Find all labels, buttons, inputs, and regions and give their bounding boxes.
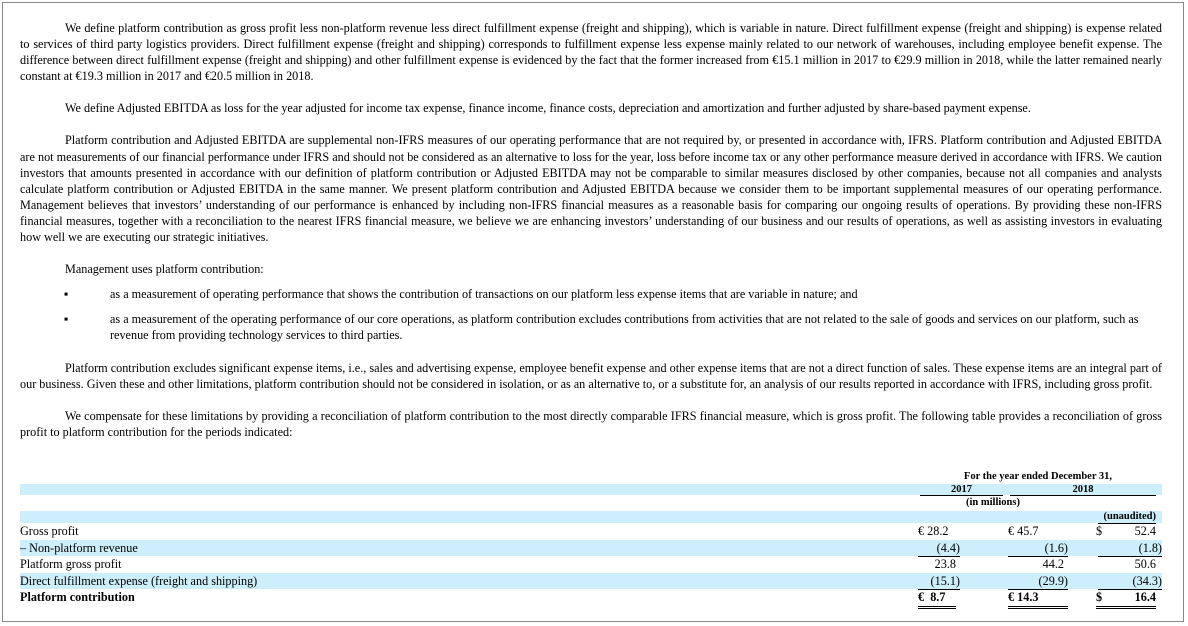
paragraph-platform-contribution-definition: We define platform contribution as gross profit less non-platform revenue less direct fulfillment expense (freight and shipping), which is variable in nature. Direct fulfillment expense (freight and shipping) is expense related to services of third party logistics providers. Direct fulfillment expense (freight and shipping) corresponds to fulfillment expense less expense mainly related to our network of warehouses, including employee benefit expense. The difference between direct fulfillment expense (freight and shipping) and other fulfillment expense is evidenced by the fact that the former increased from €15.1 million in 2017 to €29.9 million in 2018, while the latter remained nearly constant at €19.3 million in 2017 and €20.5 million in 2018. — [20, 21, 1162, 84]
bullet-item-2 — [20, 311, 1162, 343]
paragraph-adjusted-ebitda-definition: We define Adjusted EBITDA as loss for the year adjusted for income tax expense, finance income, finance costs, depreciation and amortization and further adjusted by share-based payment expense. — [65, 101, 1031, 116]
table-row — [20, 573, 1162, 590]
table-row — [20, 556, 1162, 573]
cell-2017: (4.4) — [918, 540, 960, 558]
cell-2018-eur: (29.9) — [1008, 573, 1068, 591]
cell-2018-eur: € 14.3 — [1008, 589, 1068, 609]
cell-2018-usd: 50.6 — [1134, 557, 1156, 571]
table-header-unaudited-row — [20, 511, 1162, 523]
table-row-total — [20, 589, 1162, 606]
bullet-item-1 — [20, 286, 1162, 302]
table-row — [20, 540, 1162, 557]
bullet-text: as a measurement of the operating performance of our core operations, as platform contribution excludes contributions from activities that are not related to the sale of goods and services on our platform, such as revenue from providing technology services to third parties. — [110, 312, 1139, 343]
cell-2018-eur: 44.2 — [1042, 557, 1064, 571]
paragraph-limitations: Platform contribution excludes significant expense items, i.e., sales and advertising expense, employee benefit expense and other expense items that are not a direct function of sales. These expense items are an integral part of our business. Given these and other limitations, platform contribution should not be considered in isolation, or as an alternative to, or a substitute for, an analysis of our results reported in accordance with IFRS, including gross profit. — [20, 360, 1162, 391]
cell-2017: 23.8 — [934, 557, 956, 571]
header-unaudited: (unaudited) — [1098, 511, 1156, 524]
cell-2017: € 28.2 — [918, 524, 949, 538]
cell-2018-usd-currency: $ — [1096, 524, 1103, 538]
cell-2018-usd: (1.8) — [1098, 540, 1162, 558]
cell-2018-usd: (34.3) — [1098, 573, 1162, 591]
header-unit: (in millions) — [966, 497, 1020, 508]
table-header-unit-row — [20, 495, 1162, 511]
bullet-icon: ▪ — [64, 312, 69, 327]
cell-2017: € 8.7 — [918, 589, 956, 609]
cell-2018-eur: (1.6) — [1008, 540, 1068, 558]
cell-2018-usd-currency: $ — [1096, 589, 1106, 609]
bullet-icon: ▪ — [64, 287, 69, 302]
cell-2018-usd: 52.4 — [1134, 524, 1156, 538]
paragraph-reconciliation-intro: We compensate for these limitations by providing a reconciliation of platform contribution to the most directly comparable IFRS financial measure, which is gross profit. The following table provides a reconciliation of gross profit to platform contribution for the periods indicated: — [20, 408, 1162, 439]
bullet-text: as a measurement of operating performance that shows the contribution of transactions on our platform less expense items that are variable in nature; and — [110, 287, 858, 302]
cell-2018-usd: 16.4 — [1106, 589, 1156, 609]
paragraph-management-uses: Management uses platform contribution: — [65, 262, 264, 277]
cell-2017: (15.1) — [918, 573, 960, 591]
header-year-2017: 2017 — [920, 484, 1003, 496]
row-label: – Non-platform revenue — [20, 540, 138, 555]
row-label: Platform contribution — [20, 590, 135, 604]
table-row — [20, 523, 1162, 540]
table-header-years-row — [20, 484, 1162, 495]
reconciliation-table — [20, 470, 1162, 606]
row-label: Platform gross profit — [20, 557, 122, 571]
header-year-2018: 2018 — [1010, 484, 1156, 496]
header-period: For the year ended December 31, — [963, 471, 1113, 482]
cell-2018-eur: € 45.7 — [1008, 524, 1039, 538]
document-body — [20, 20, 1162, 440]
table-header-period-row — [20, 470, 1162, 484]
row-label: Gross profit — [20, 524, 79, 538]
row-label: Direct fulfillment expense (freight and shipping) — [20, 573, 258, 588]
paragraph-non-ifrs-measures: Platform contribution and Adjusted EBITDA are supplemental non-IFRS measures of our operating performance that are not required by, or presented in accordance with, IFRS. Platform contribution and Adjusted EBITDA are not measurements of our financial performance under IFRS and should not be considered as an alternative to loss for the year, loss before income tax or any other performance measure derived in accordance with IFRS. We caution investors that amounts presented in accordance with our definition of platform contribution or Adjusted EBITDA may not be comparable to similar measures disclosed by other companies, because not all companies and analysts calculate platform contribution or Adjusted EBITDA in the same manner. We present platform contribution and Adjusted EBITDA because we consider them to be important supplemental measures of our operating performance. Management believes that investors’ understanding of our performance is enhanced by including non-IFRS financial measures as a reasonable basis for comparing our ongoing results of operations. By providing these non-IFRS financial measures, together with a reconciliation to the nearest IFRS financial measure, we believe we are enhancing investors’ understanding of our business and our results of operations, as well as assisting investors in evaluating how well we are executing our strategic initiatives. — [20, 133, 1162, 245]
